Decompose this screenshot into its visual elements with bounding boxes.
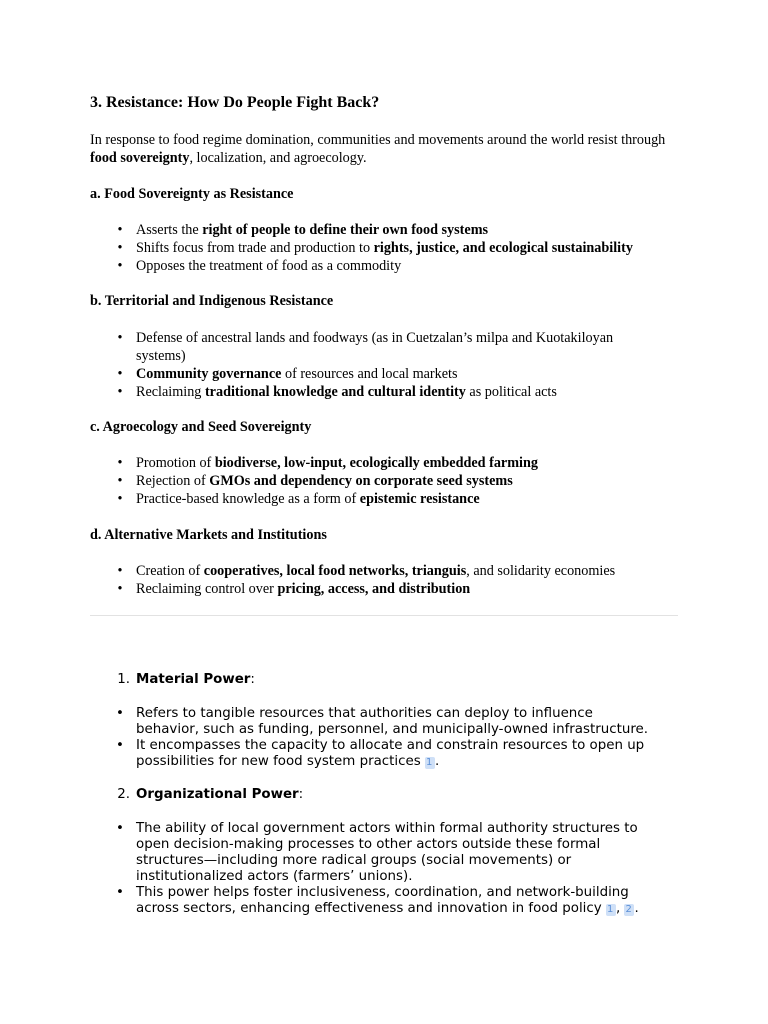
subheading-d: d. Alternative Markets and Institutions (90, 527, 327, 543)
citation-link[interactable]: 1 (425, 757, 435, 769)
item-text: Reclaiming (136, 384, 205, 400)
list-d (90, 562, 690, 598)
bullet-icon: • (116, 821, 124, 836)
numbered-item-1 (90, 672, 690, 688)
list-item (90, 472, 690, 490)
title-colon: : (250, 672, 255, 687)
list-b (90, 329, 650, 401)
item-text: of resources and local markets (281, 366, 458, 382)
item-bold: rights, justice, and ecological sustainability (373, 240, 633, 256)
list-item (90, 706, 650, 738)
title-colon: : (298, 787, 304, 802)
bullet-icon: • (117, 240, 123, 256)
list-item (90, 821, 650, 885)
list-item (90, 672, 690, 688)
list-item (90, 454, 690, 472)
item-end: . (434, 754, 440, 769)
bullet-icon: • (117, 222, 123, 238)
citation-link[interactable]: 1 (606, 904, 616, 916)
bullet-icon: • (116, 706, 124, 721)
item-text: , and solidarity economies (466, 563, 616, 579)
item-text: This power helps foster inclusiveness, coordination, and network-building across sectors, enhancing effectiveness and innovation in food policy (136, 885, 629, 916)
list-item (90, 329, 650, 365)
list-item (90, 239, 690, 257)
horizontal-divider (90, 615, 678, 616)
item-bold: cooperatives, local food networks, trianguis (203, 563, 467, 579)
intro-text-1: In response to food regime domination, communities and movements around the world resist through (90, 132, 666, 148)
bullet-icon: • (117, 491, 123, 507)
item-text: The ability of local government actors within formal authority structures to open decision-making processes to other actors outside these formal structures—including more radical groups (social movements) or institutionalized actors (farmers’ unions). (136, 821, 638, 884)
item-text: Asserts the (136, 222, 203, 238)
item-text: Promotion of (136, 455, 215, 471)
organizational-power-list (90, 821, 650, 917)
item-bold: biodiverse, low-input, ecologically embedded farming (214, 455, 538, 471)
intro-bold: food sovereignty (90, 150, 190, 166)
bullet-icon: • (117, 330, 123, 346)
bullet-icon: • (116, 885, 124, 900)
list-item (90, 365, 650, 383)
subheading-b: b. Territorial and Indigenous Resistance (90, 293, 334, 309)
item-text: Refers to tangible resources that authorities can deploy to influence behavior, such as funding, personnel, and municipally-owned infrastructure. (136, 706, 649, 737)
item-text: It encompasses the capacity to allocate and constrain resources to open up possibilities for new food system practices (136, 738, 645, 769)
section-title: 3. Resistance: How Do People Fight Back? (90, 94, 380, 111)
item-text: as political acts (465, 384, 557, 400)
citation-link[interactable]: 2 (624, 904, 634, 916)
list-item (90, 562, 690, 580)
power-title: Material Power (136, 672, 251, 687)
list-c (90, 454, 690, 508)
list-item (90, 738, 650, 770)
list-item: • This power helps foster inclusiveness, coordination, and network-building across sectors, enhancing effectiveness and innovation in food policy 1 , 2 . (116, 885, 639, 916)
item-text: Rejection of (136, 473, 210, 489)
list-item (90, 221, 690, 239)
item-bold: GMOs and dependency on corporate seed systems (209, 473, 513, 489)
bullet-icon: • (117, 581, 123, 597)
item-text: Shifts focus from trade and production to (136, 240, 374, 256)
bullet-icon: • (117, 563, 123, 579)
item-bold: right of people to define their own food systems (202, 222, 489, 238)
list-item (90, 580, 690, 598)
item-bold: Community governance (136, 366, 282, 382)
list-item (90, 787, 690, 803)
list-item (90, 257, 690, 275)
subheading-c: c. Agroecology and Seed Sovereignty (90, 419, 312, 435)
list-item (90, 383, 650, 401)
bullet-icon: • (117, 258, 123, 274)
intro-text-2: , localization, and agroecology. (189, 150, 367, 166)
item-bold: traditional knowledge and cultural identity (204, 384, 466, 400)
subheading-a: a. Food Sovereignty as Resistance (90, 186, 294, 202)
numbered-item-2 (90, 787, 690, 803)
bullet-icon: • (116, 738, 124, 753)
item-text: Practice-based knowledge as a form of (136, 491, 360, 507)
item-text: Creation of (136, 563, 204, 579)
list-a (90, 221, 690, 275)
item-bold: epistemic resistance (359, 491, 480, 507)
list-number: 1. (117, 672, 130, 687)
power-title: Organizational Power (136, 787, 299, 802)
list-number: 2. (117, 787, 130, 802)
bullet-icon: • (117, 473, 123, 489)
intro-paragraph (90, 131, 690, 167)
bullet-icon: • (117, 455, 123, 471)
item-bold: pricing, access, and distribution (277, 581, 471, 597)
list-item (90, 490, 690, 508)
bullet-icon: • (117, 384, 123, 400)
item-end: . (634, 901, 639, 916)
bullet-icon: • (117, 366, 123, 382)
material-power-list (90, 706, 650, 770)
item-text: Defense of ancestral lands and foodways (as in Cuetzalan’s milpa and Kuotakiloyan systems) (136, 330, 614, 364)
item-text: Reclaiming control over (136, 581, 278, 597)
item-text: Opposes the treatment of food as a commodity (136, 258, 402, 274)
